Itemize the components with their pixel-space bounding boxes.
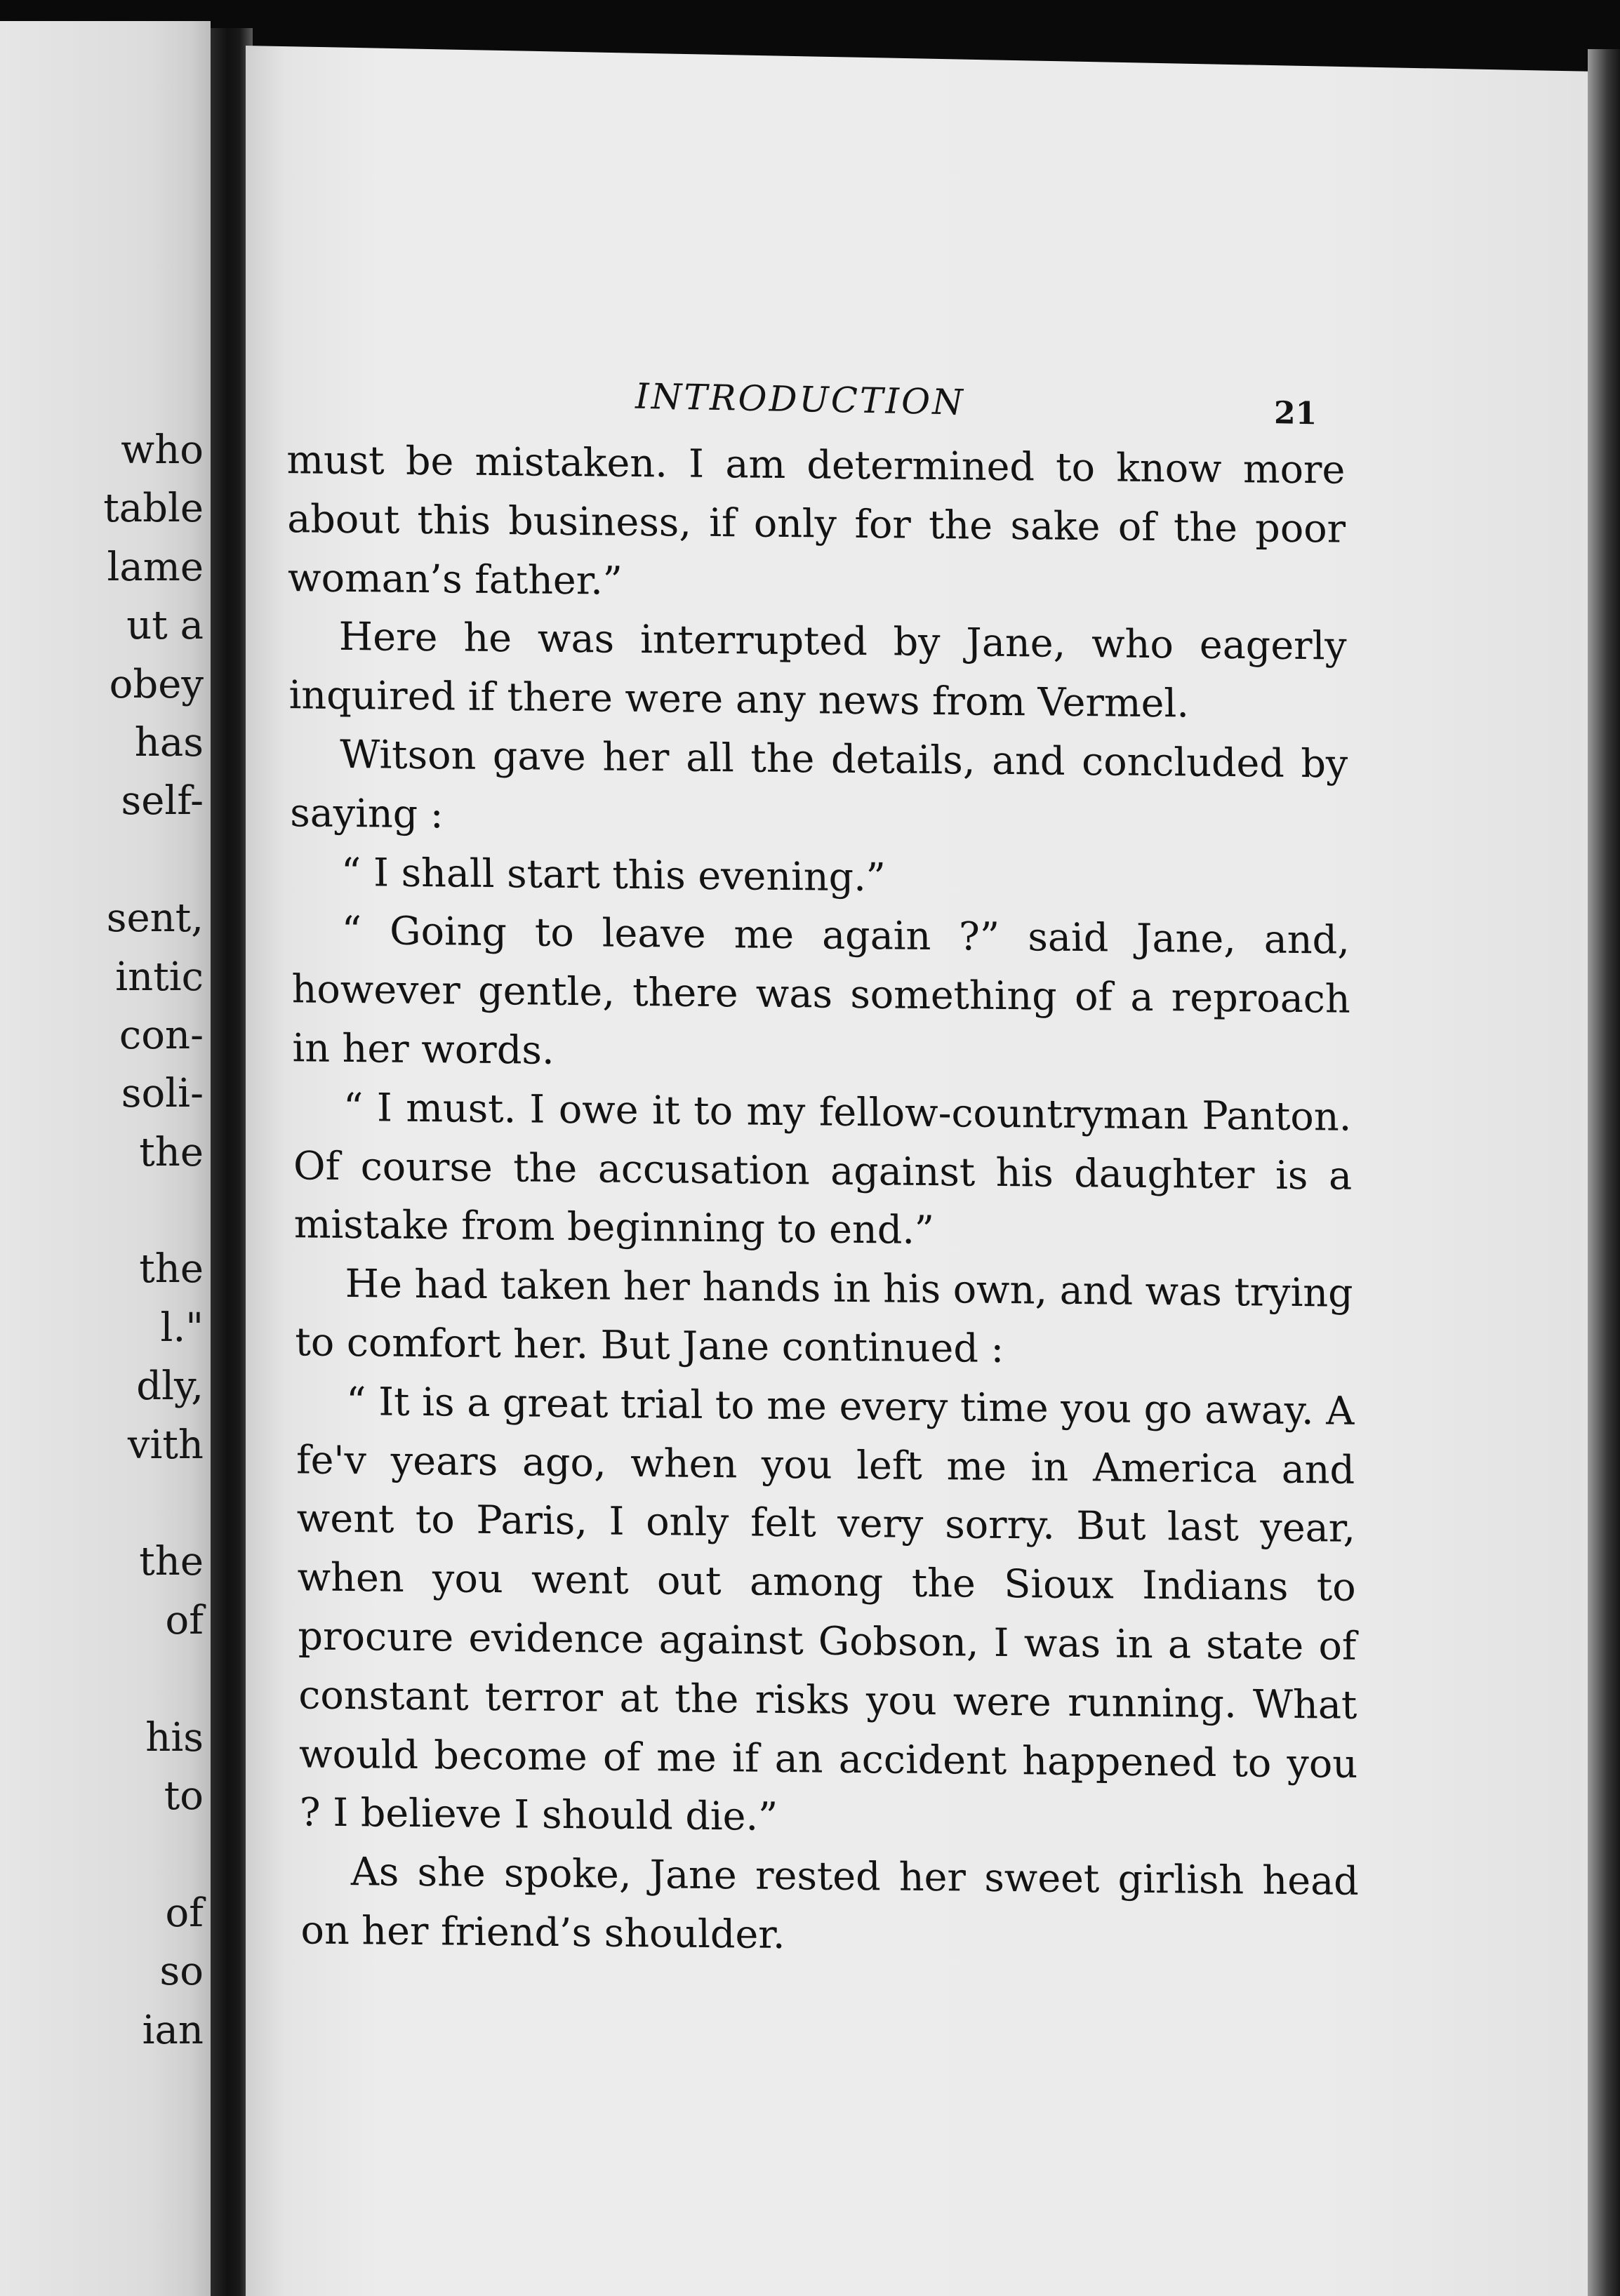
paragraph: “ I shall start this evening.” (340, 849, 887, 900)
page-number: 21 (1274, 395, 1317, 432)
previous-page-line: of (165, 1890, 204, 1936)
previous-page-line: con- (119, 1012, 204, 1058)
previous-page-line: the (139, 1539, 204, 1585)
paragraph: “ Going to leave me again ?” said Jane, and, however gentle, there was something of a reproach in her words. (291, 908, 1350, 1074)
previous-page-line: ian (142, 2007, 204, 2053)
previous-page-line: lame (107, 544, 204, 590)
previous-page-line: the (139, 1129, 204, 1175)
book-page (246, 46, 1590, 2296)
previous-page-line: dly, (136, 1363, 204, 1410)
previous-page-line (7, 1650, 204, 1708)
previous-page-line: table (103, 486, 204, 532)
previous-page-line: vith (127, 1422, 204, 1468)
previous-page-line (7, 1474, 204, 1533)
previous-page-line: sent, (106, 895, 204, 942)
previous-page-line: his (145, 1714, 204, 1761)
previous-page-line (7, 831, 204, 889)
previous-page-line (7, 1182, 204, 1240)
previous-page-line: so (159, 1949, 204, 1995)
paragraph: “ I must. I owe it to my fellow-countryman Panton. Of course the accusation against his daughter is a mistake from beginning to end.” (293, 1084, 1353, 1254)
page-edge-shadow (1588, 49, 1620, 2296)
previous-page-line: the (139, 1246, 204, 1293)
paragraph: “ It is a great trial to me every time you go away. A fe'v years ago, when you left me in America and went to Paris, I only felt very sorry. But last year, when you went out among the Sioux Indians to procure evidence against Gobson, I was in a state of constant terror at the risks you were running. What would become of me if an accident happened to you ? I believe I should die.” (296, 1378, 1358, 1841)
previous-page-line: ut a (126, 603, 204, 649)
previous-page-line: to (164, 1773, 204, 1819)
previous-page-line: obey (109, 661, 204, 707)
paragraph: Here he was interrupted by Jane, who eagerly inquired if there were any news from Vermel. (288, 614, 1348, 727)
previous-page-edge (0, 21, 211, 2296)
previous-page-line: who (121, 427, 204, 473)
paragraph: must be mistaken. I am determined to know more about this business, if only for the sake of the poor woman’s father.” (286, 437, 1346, 604)
previous-page-line: of (165, 1597, 204, 1643)
previous-page-line: soli- (121, 1071, 204, 1117)
running-head: INTRODUCTION (635, 375, 965, 423)
previous-page-text-fragments (7, 421, 204, 2060)
paragraph: He had taken her hands in his own, and was trying to comfort her. But Jane continued : (295, 1261, 1353, 1372)
previous-page-line (7, 1825, 204, 1883)
previous-page-line: intic (115, 954, 204, 1000)
previous-page-line: l." (160, 1304, 204, 1351)
body-text (286, 431, 1360, 1970)
paragraph: As she spoke, Jane rested her sweet girlish head on her friend’s shoulder. (300, 1849, 1359, 1958)
previous-page-line: self- (121, 778, 204, 825)
paragraph: Witson gave her all the details, and concluded by saying : (289, 731, 1348, 838)
previous-page-line: has (134, 719, 204, 766)
